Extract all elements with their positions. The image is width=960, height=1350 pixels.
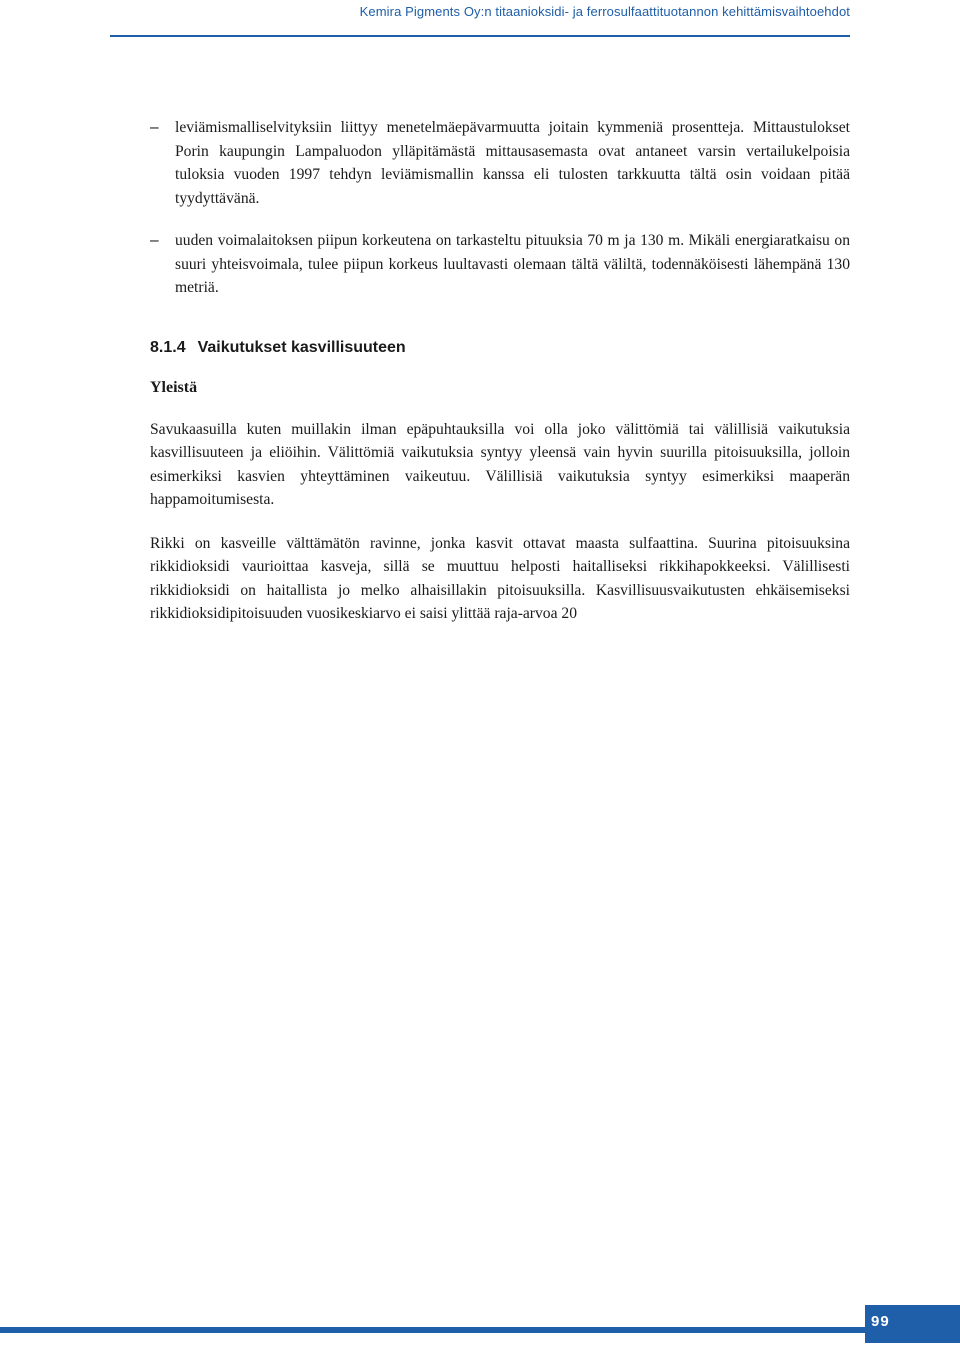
section-title: Vaikutukset kasvillisuuteen (197, 338, 406, 356)
footer-rule (0, 1327, 960, 1333)
running-header-title: Kemira Pigments Oy:n titaanioksidi- ja ferrosulfaattituotannon kehittämisvaihtoehdot (359, 4, 850, 19)
subheading: Yleistä (150, 378, 198, 396)
section-heading (150, 337, 850, 359)
bullet-dash: – (150, 119, 159, 136)
page-body (150, 116, 850, 626)
bullet-text: uuden voimalaitoksen piipun korkeutena on tarkasteltu pituuksia 70 m ja 130 m. Mikäli energiaratkaisu on suuri yhteisvoimala, tulee piipun korkeus luultavasti olemaan tältä väliltä, todennäköisesti lähempänä 130 metriä. (175, 232, 850, 296)
body-paragraph: Savukaasuilla kuten muillakin ilman epäpuhtauksilla voi olla joko välittömiä tai välillisiä vaikutuksia kasvillisuuteen ja eliöihin. Välittömiä vaikutuksia syntyy yleensä vain hyvin suurilla pitoisuuksilla, jolloin esimerkiksi kasvien yhteyttäminen vaikeutuu. Välillisiä vaikutuksia syntyy esimerkiksi maaperän happamoitumisesta. (150, 420, 850, 508)
bullet-item (150, 116, 850, 210)
page-number: 99 (871, 1313, 890, 1330)
bullet-item (150, 229, 850, 300)
section-number: 8.1.4 (150, 338, 186, 356)
bullet-dash: – (150, 232, 159, 249)
bullet-text: leviämismalliselvityksiin liittyy menetelmäepävarmuutta joitain kymmeniä prosentteja. Mittaustulokset Porin kaupungin Lampaluodon ylläpitämästä mittausasemasta ovat antaneet varsin vertailukelpoisia tuloksia vuoden 1997 tehdyn leviämismallin kanssa eli tulosten tarkkuutta tältä osin voidaan pitää tyydyttävänä. (175, 119, 850, 207)
body-paragraph: Rikki on kasveille välttämätön ravinne, jonka kasvit ottavat maasta sulfaattina. Suurina pitoisuuksina rikkidioksidi vaurioittaa kasveja, sillä se muuttuu helposti haitalliseksi rikkihapokkeeksi. Välillisesti rikkidioksidi on haitallista jo melko alhaisillakin pitoisuuksilla. Kasvillisuusvaikutusten ehkäisemiseksi rikkidioksidipitoisuuden vuosikeskiarvo ei saisi ylittää raja-arvoa 20 (150, 534, 850, 622)
header-rule (110, 35, 850, 37)
